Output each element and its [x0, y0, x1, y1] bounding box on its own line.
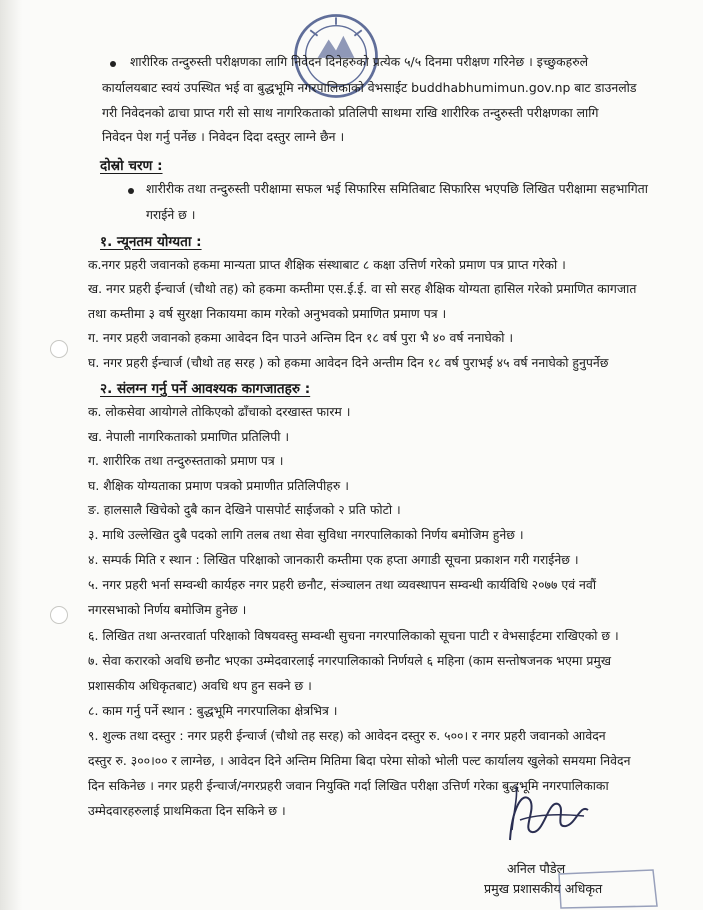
- punch-hole: [50, 340, 68, 358]
- clause-line: ७. सेवा करारको अवधि छनौट भएका उम्मेदवारलाई नगरपालिकाको निर्णयले ६ महिना (काम सन्तोषजनक भएमा प्रमुख: [88, 653, 611, 668]
- bullet-icon: [128, 188, 134, 194]
- clause-line: ९. शुल्क तथा दस्तुर : नगर प्रहरी ईन्चार्ज (चौथो तह सरह) को आवेदन दस्तुर रु. ५००। र नगर प्रहरी जवानको आवेदन: [88, 728, 606, 743]
- signatory-name: अनिल पौडेल: [507, 861, 566, 876]
- scan-edge-shadow: [0, 0, 22, 910]
- document-line: घ. शैक्षिक योग्यताका प्रमाण पत्रको प्रमाणीत प्रतिलिपीहरु ।: [88, 478, 349, 493]
- document-line: ग. शारीरिक तथा तन्दुरुस्तताको प्रमाण पत्र ।: [88, 453, 284, 468]
- qualification-line: क.नगर प्रहरी जवानको हकमा मान्यता प्राप्त शैक्षिक संस्थाबाट ८ कक्षा उत्तिर्ण गरेको प्रमाण पत्र प्राप्त गरेको ।: [88, 257, 566, 272]
- second-phase-heading: दोस्रो चरण :: [100, 158, 163, 174]
- intro-line: शारीरिक तन्दुरुस्ती परीक्षणका लागि निवेदन दिनेहरुको प्रत्येक ५/५ दिनमा परीक्षण गरिनेछ । इच्छुकहरुले: [130, 54, 589, 69]
- intro-line: निवेदन पेश गर्नु पर्नेछ । निवेदन दिदा दस्तुर लाग्ने छैन ।: [102, 129, 345, 144]
- clause-line: दिन सकिनेछ । नगर प्रहरी ईन्चार्ज/नगरप्रहरी जवान नियुक्ति गर्दा लिखित परीक्षा उत्तिर्ण गरेका बुद्धभूमि नगरपालिकाका: [88, 778, 609, 793]
- intro-line: कार्यालयबाट स्वयं उपस्थित भई वा बुद्धभूमि नगरपालिकाको वेभसाईट buddhabhumimun.gov.np बाट डाउनलोड: [102, 80, 637, 95]
- clause-line: ४. सम्पर्क मिति र स्थान : लिखित परिक्षाको जानकारी कम्तीमा एक हप्ता अगाडी सूचना प्रकाशन गरी गराईनेछ ।: [88, 552, 579, 567]
- bullet-icon: [110, 61, 116, 67]
- qualification-line: ग. नगर प्रहरी जवानको हकमा आवेदन दिन पाउने अन्तिम दिन १८ वर्ष पुरा भै ४० वर्ष ननाघेको ।: [88, 330, 514, 345]
- document-line: ङ. हालसालै खिचेको दुबै कान देखिने पासपोर्ट साईजको २ प्रति फोटो ।: [88, 502, 401, 517]
- document-line: क. लोकसेवा आयोगले तोकिएको ढाँचाको दरखास्त फारम ।: [88, 404, 351, 419]
- clause-line: ३. माथि उल्लेखित दुबै पदको लागि तलब तथा सेवा सुविधा नगरपालिकाको निर्णय बमोजिम हुनेछ ।: [88, 527, 524, 542]
- clause-line: ६. लिखित तथा अन्तरवार्ता परिक्षाको विषयवस्तु सम्वन्धी सुचना नगरपालिकाको सूचना पाटी र वेभसाईटमा राखिएको छ ।: [88, 628, 619, 643]
- second-phase-line: गराईने छ ।: [146, 207, 196, 222]
- qualification-line: तथा कम्तीमा ३ वर्ष सुरक्षा निकायमा काम गरेको अनुभवको प्रमाणित प्रमाण पत्र ।: [88, 306, 447, 321]
- official-stamp-icon: [553, 866, 663, 910]
- qualification-line: ख. नगर प्रहरी ईन्चार्ज (चौथो तह) को हकमा कम्तीमा एस.ई.ई. वा सो सरह शैक्षिक योग्यता हासिल गरेको प्रमाणित कागजात: [88, 281, 637, 296]
- min-qualification-heading: १. न्यूनतम योग्यता :: [100, 234, 202, 250]
- handwritten-signature-icon: [492, 770, 602, 860]
- clause-line: दस्तुर रु. ३००।०० र लाग्नेछ, । आवेदन दिने अन्तिम मितिमा बिदा परेमा सोको भोली पल्ट कार्यालय खुलेको समयमा निवेदन: [88, 753, 631, 768]
- document-line: ख. नेपाली नागरिकताको प्रमाणित प्रतिलिपी ।: [88, 429, 290, 444]
- clause-line: उम्मेदवारहरुलाई प्राथमिकता दिन सकिने छ ।: [88, 803, 286, 818]
- punch-hole: [50, 606, 68, 624]
- clause-line: ५. नगर प्रहरी भर्ना सम्वन्धी कार्यहरु नगर प्रहरी छनौट, संञ्चालन तथा व्यवस्थापन सम्वन्धी कार्यविधि २०७७ एवं नवौं: [88, 577, 597, 592]
- second-phase-line: शारीरीक तथा तन्दुरुस्ती परीक्षामा सफल भई सिफारिस समितिबाट सिफारिस भएपछि लिखित परीक्षामा सहभागिता: [146, 181, 648, 196]
- qualification-line: घ. नगर प्रहरी ईन्चार्ज (चौथो तह सरह ) को हकमा आवेदन दिने अन्तीम दिन १८ वर्ष पुराभई ४५ वर्ष ननाघेको हुनुपर्नेछ: [88, 355, 609, 370]
- clause-line: नगरसभाको निर्णय बमोजिम हुनेछ ।: [88, 602, 247, 617]
- clause-line: ८. काम गर्नु पर्ने स्थान : बुद्धभूमि नगरपालिका क्षेत्रभित्र ।: [88, 703, 338, 718]
- clause-line: प्रशासकीय अधिकृतबाट) अवधि थप हुन सक्ने छ ।: [88, 678, 312, 693]
- intro-line: गरी निवेदनको ढाचा प्राप्त गरी सो साथ नागरिकताको प्रतिलिपी साथमा राखि शारीरिक तन्दुरुस्ती परीक्षणका लागि: [102, 105, 599, 120]
- signatory-title: प्रमुख प्रशासकीय अधिकृत: [484, 881, 603, 896]
- documents-heading: २. संलग्न गर्नु पर्ने आवश्यक कागजातहरु :: [100, 381, 311, 397]
